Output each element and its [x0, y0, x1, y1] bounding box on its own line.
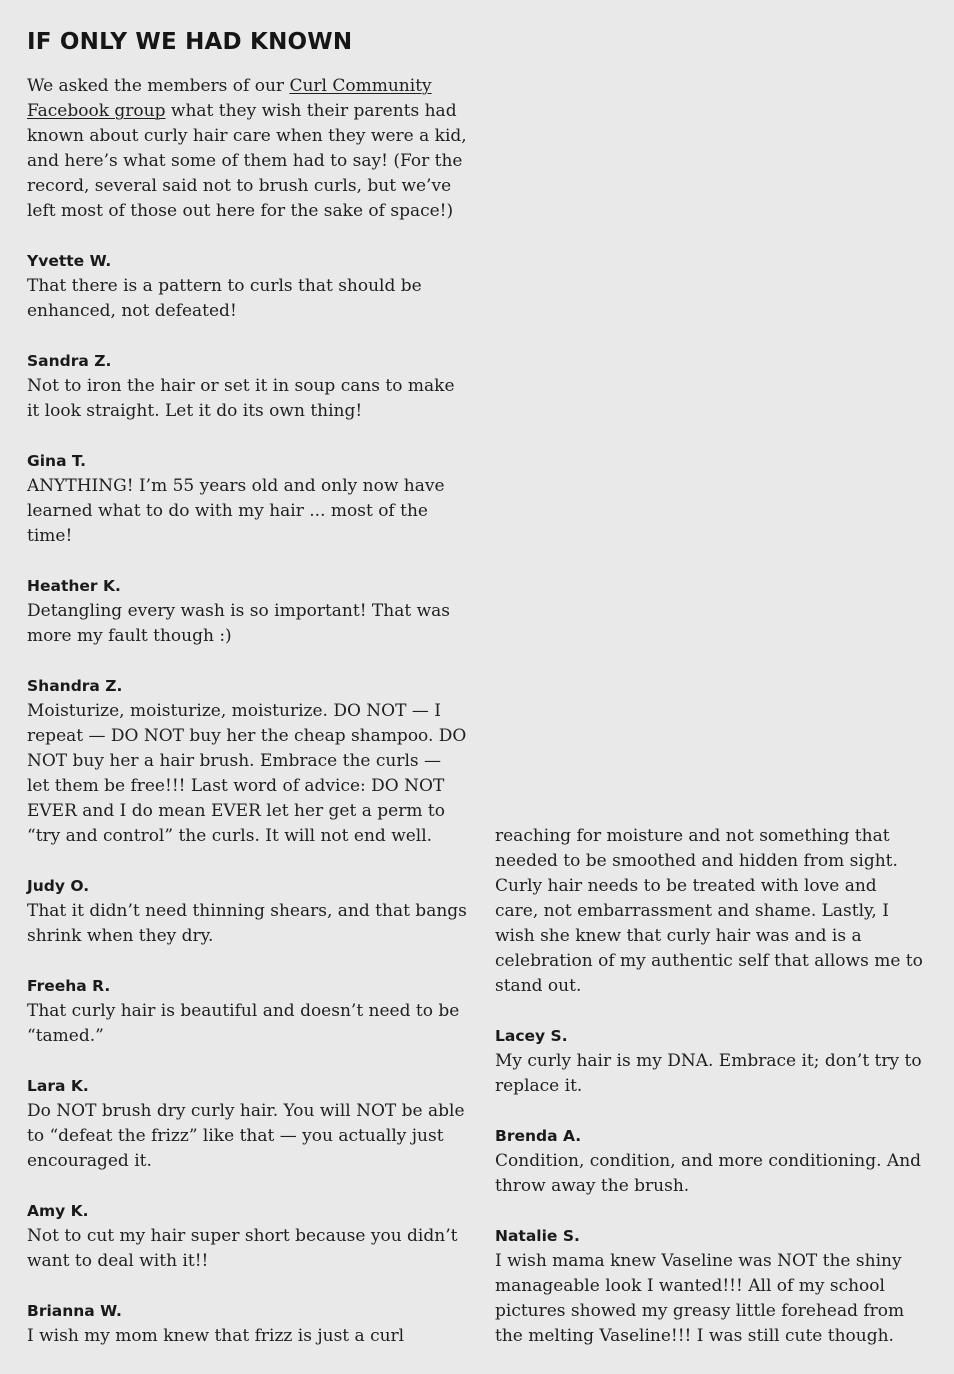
- quote-entry: [27, 249, 467, 324]
- quote-text: I wish my mom knew that frizz is just a curl: [27, 1326, 405, 1346]
- quote-author: Sandra Z.: [27, 352, 112, 370]
- quote-text: I wish mama knew Vaseline was NOT the shiny manageable look I wanted!!! All of my school pictures showed my greasy little forehead from the melting Vaseline!!! I was still cute though.: [495, 1251, 905, 1346]
- quote-continuation: reaching for moisture and not something that needed to be smoothed and hidden from sight. Curly hair needs to be treated with love and care, not embarrassment and shame. Lastly, I wish she knew that curly hair was and is a celebration of my authentic self that allows me to stand out.: [495, 826, 923, 996]
- intro-text-after-link: what they wish their parents had known about curly hair care when they were a kid, and here’s what some of them had to say! (For the record, several said not to brush curls, but we’ve left most of those out here for the sake of space!): [27, 101, 467, 221]
- quote-entry: [495, 1124, 925, 1199]
- quote-author: Freeha R.: [27, 977, 111, 995]
- quote-text: My curly hair is my DNA. Embrace it; don’t try to replace it.: [495, 1051, 922, 1096]
- quote-entry: [27, 674, 467, 849]
- intro-paragraph: [27, 74, 467, 224]
- quote-author: Brenda A.: [495, 1127, 582, 1145]
- quote-text: Do NOT brush dry curly hair. You will NOT be able to “defeat the frizz” like that — you actually just encouraged it.: [27, 1101, 465, 1171]
- quote-text: Moisturize, moisturize, moisturize. DO NOT — I repeat — DO NOT buy her the cheap shampoo. DO NOT buy her a hair brush. Embrace the curls — let them be free!!! Last word of advice: DO NOT EVER and I do mean EVER let her get a perm to “try and control” the curls. It will not end well.: [27, 701, 467, 846]
- quote-text: Not to iron the hair or set it in soup cans to make it look straight. Let it do its own thing!: [27, 376, 455, 421]
- quote-entry: [27, 974, 467, 1049]
- quote-entry: [27, 574, 467, 649]
- quote-entry: [27, 1199, 467, 1274]
- right-column: [495, 824, 925, 1374]
- quote-text: That it didn’t need thinning shears, and that bangs shrink when they dry.: [27, 901, 467, 946]
- quote-author: Judy O.: [27, 877, 90, 895]
- quote-author: Natalie S.: [495, 1227, 580, 1245]
- quote-author: Amy K.: [27, 1202, 89, 1220]
- facebook-group-link[interactable]: Curl Community Facebook group: [27, 76, 432, 121]
- quote-text: Detangling every wash is so important! That was more my fault though :): [27, 601, 450, 646]
- left-column: [27, 74, 467, 1374]
- quote-author: Heather K.: [27, 577, 121, 595]
- quote-author: Lacey S.: [495, 1027, 568, 1045]
- quote-entry: [495, 1224, 925, 1349]
- quote-entry: [27, 874, 467, 949]
- quote-text: That there is a pattern to curls that should be enhanced, not defeated!: [27, 276, 422, 321]
- quote-author: Shandra Z.: [27, 677, 123, 695]
- quote-text: ANYTHING! I’m 55 years old and only now have learned what to do with my hair ... most of the time!: [27, 476, 445, 546]
- quote-entry: [27, 349, 467, 424]
- quote-entry: [27, 1299, 467, 1349]
- intro-text-before-link: We asked the members of our: [27, 76, 290, 96]
- quote-entry: [27, 449, 467, 549]
- quote-text: Not to cut my hair super short because you didn’t want to deal with it!!: [27, 1226, 458, 1271]
- quote-text: Condition, condition, and more conditioning. And throw away the brush.: [495, 1151, 922, 1196]
- quote-text: That curly hair is beautiful and doesn’t need to be “tamed.”: [27, 1001, 460, 1046]
- quote-author: Brianna W.: [27, 1302, 122, 1320]
- quote-entry: [27, 1074, 467, 1174]
- quote-entry: [495, 1024, 925, 1099]
- article-title: IF ONLY WE HAD KNOWN: [27, 29, 353, 55]
- quote-author: Yvette W.: [27, 252, 112, 270]
- quote-author: Lara K.: [27, 1077, 89, 1095]
- quote-author: Gina T.: [27, 452, 87, 470]
